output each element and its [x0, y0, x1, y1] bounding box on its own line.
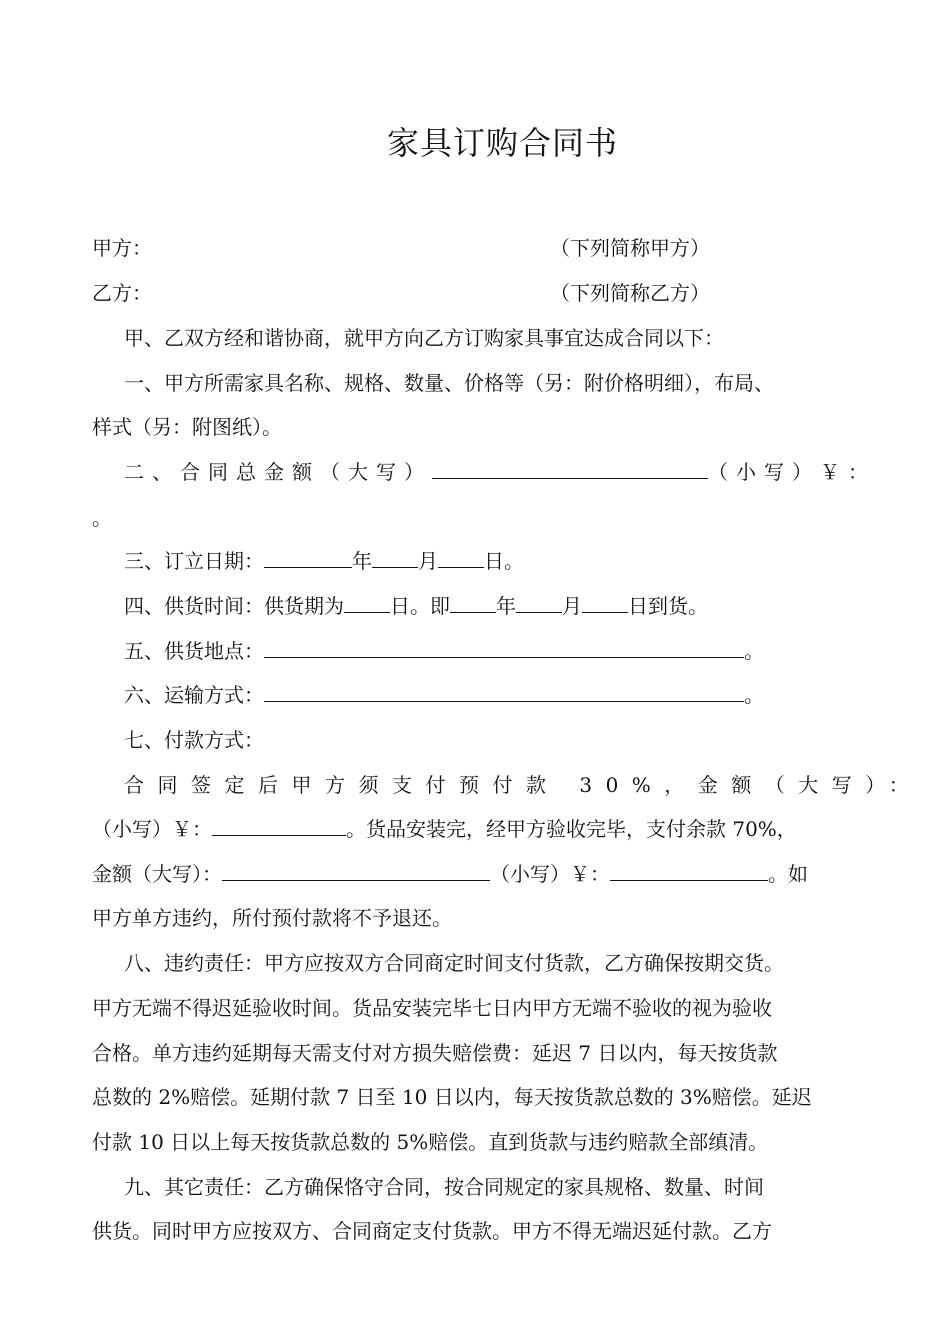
party-b-label: 乙方： [92, 281, 152, 305]
clause7-line2-b: 。货品安装完，经甲方验收完毕，支付余款 70%， [346, 817, 797, 841]
clause3-day: 日。 [484, 549, 524, 573]
clause2-line [124, 457, 876, 487]
clause7-line3 [92, 859, 808, 889]
clause5-prefix: 五、供货地点： [124, 639, 264, 663]
party-a-label: 甲方： [92, 236, 152, 260]
transport-method-blank [264, 681, 744, 702]
party-a-line [92, 233, 852, 263]
sign-year-blank [264, 547, 352, 568]
clause7-line3-b: （小写）￥： [490, 862, 610, 886]
clause7-heading: 七、付款方式： [124, 728, 264, 752]
clause2-prefix: 二、合同总金额（大写） [124, 460, 432, 484]
party-b-alias: （下列简称乙方） [550, 281, 710, 305]
delivery-place-blank [264, 637, 744, 658]
balance-uppercase-blank [222, 860, 490, 881]
clause2-end: 。 [92, 506, 112, 530]
clause7-line4: 甲方单方违约，所付预付款将不予退还。 [92, 906, 452, 930]
clause8-line3: 合格。单方违约延期每天需支付对方损失赔偿费：延迟 7 日以内，每天按货款 [92, 1041, 778, 1065]
clause3-prefix: 三、订立日期： [124, 549, 264, 573]
clause7-line3-c: 。如 [768, 862, 808, 886]
clause8-line5: 付款 10 日以上每天按货款总数的 5%赔偿。直到货款与违约赔款全部缜清。 [92, 1130, 769, 1154]
clause3-month: 月 [418, 549, 438, 573]
prepayment-lowercase-blank [212, 815, 346, 836]
clause4-prefix: 四、供货时间：供货期为 [124, 594, 344, 618]
clause3-year: 年 [352, 549, 372, 573]
clause4-year: 年 [496, 594, 516, 618]
clause8-line4: 总数的 2%赔偿。延期付款 7 日至 10 日以内，每天按货款总数的 3%赔偿。延迟 [92, 1085, 812, 1109]
clause8-line2: 甲方无端不得迟延验收时间。货品安装完毕七日内甲方无端不验收的视为验收 [92, 996, 772, 1020]
clause2-suffix: （小写）￥： [708, 460, 876, 484]
total-amount-uppercase-blank [432, 458, 708, 479]
clause9-line2: 供货。同时甲方应按双方、合同商定支付货款。甲方不得无端迟延付款。乙方 [92, 1219, 772, 1243]
party-b-line [92, 278, 852, 308]
clause1-line1: 一、甲方所需家具名称、规格、数量、价格等（另：附价格明细），布局、 [124, 371, 774, 395]
clause9-line1: 九、其它责任：乙方确保恪守合同，按合同规定的家具规格、数量、时间 [124, 1175, 764, 1199]
delivery-year-blank [450, 592, 496, 613]
clause5-end: 。 [744, 639, 764, 663]
clause5-line [124, 636, 764, 666]
clause7-line3-a: 金额（大写）： [92, 862, 222, 886]
clause1-line2: 样式（另：附图纸）。 [92, 415, 282, 439]
document-title: 家具订购合同书 [386, 124, 618, 162]
clause7-line1: 合同签定后甲方须支付预付款 30%，金额（大写）： [124, 773, 923, 797]
clause7-line2-a: （小写）￥： [92, 817, 212, 841]
clause4-month: 月 [562, 594, 582, 618]
clause7-line2 [92, 814, 797, 844]
clause4-line [124, 591, 708, 621]
balance-lowercase-blank [610, 860, 768, 881]
clause4-end: 日到货。 [628, 594, 708, 618]
delivery-day-blank [582, 592, 628, 613]
sign-month-blank [372, 547, 418, 568]
clause4-mid: 日。即 [390, 594, 450, 618]
intro-paragraph: 甲、乙双方经和谐协商，就甲方向乙方订购家具事宜达成合同以下： [124, 326, 724, 350]
sign-day-blank [438, 547, 484, 568]
clause3-line [124, 546, 524, 576]
party-a-alias: （下列简称甲方） [550, 236, 710, 260]
delivery-month-blank [516, 592, 562, 613]
clause6-line [124, 680, 764, 710]
clause8-line1: 八、违约责任：甲方应按双方合同商定时间支付货款，乙方确保按期交货。 [124, 951, 784, 975]
clause6-end: 。 [744, 683, 764, 707]
clause6-prefix: 六、运输方式： [124, 683, 264, 707]
supply-days-blank [344, 592, 390, 613]
